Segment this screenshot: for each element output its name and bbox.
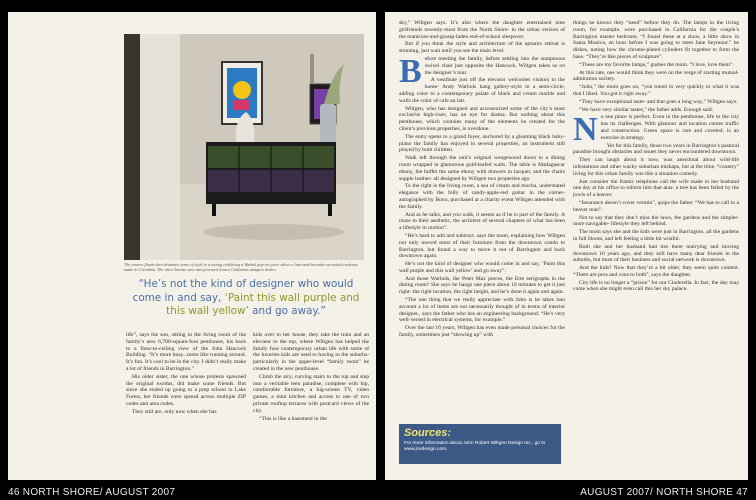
left-column-b [253,332,369,478]
paragraph: They still are, only now when she has [132,408,217,415]
drop-cap-n: N [573,111,598,149]
paragraph: “He’s hard to add and subtract. says the mom, explaining how Wiltgen not only moved most of their furniture from the downtown condo to Barrington, but found a way to move it out of Barrington and back downtown again. [399,232,565,260]
paragraph: Just consider the frantic telephone call the wife made to her husband one day at his office to inform him that-alas- a tree has been felled by the jowls of a beaver. [573,178,739,199]
paragraph: life”, says the son, sitting in the living room of the family’s new 6,700-square-foot penthouse, his back to a floor-to-ceiling view of the John Hancock Building. “It’s more busy...more like running around. It’s fun. It’s cool to be in the city. I didn’t really make a lot of friends in Barrington.” [126,332,246,372]
paragraph: The entry opens to a grand foyer, anchored by a gleaming black baby-piano the family has enjoyed in several properties, an instrument still played by both children. [399,133,565,154]
sources-text: For more information about John Robert Wiltgen Design Inc., go to www.jrwdesign.com. [404,441,546,452]
paragraph: At this rate, one would think they were on the verge of starting mutual-admiration society. [573,69,739,83]
paragraph: things he knows they “need” before they do. The lamps in the living room, for example, were purchased in California for the couple’s Barrington master bedroom. “I found these at a show, a little show in Santa Monica, an hour before I was going to meet Jane Seymour.” he dishes, noting how the chrome-plated cylinders fit together to form the base. “They’re like pieces of sculpture”. [573,20,739,60]
right-page [385,12,748,480]
drop-cap-b: B [399,52,422,90]
paragraph: To the right is the living room, a sea of cream and mocha, understated elegance with the folly of candy-apple-red guitar in the corner- autographed by Bono, purchased at a charity event Wiltgen attended with the family. [399,183,565,210]
paragraph: kids over to her house, they take the train and an elevator to the top, where Wiltgen has helped the family fuse contemporary urban life with some of the luxuries kids are used to having in the suburbs-particularly in the upper-level “family room” he created in the new penthouse. [253,332,369,372]
paragraph: Climb the airy, curving stairs to the top and step into a veritable teen paradise, complete with hip, comfortable furniture, a big-screen TV, video games, a mini kitchen and access to one of two private rooftop terraces with postcard views of the city. [253,373,369,414]
paragraph: “We have very similar tastes,” the father adds. Enough said. [579,106,714,113]
paragraph: “Insurance doesn’t cover vermin”, quips the father. “We has to call in a beaver man”. [573,199,739,213]
paragraph: And as he talks, and you walk, it seems as if he is part of the family. A muse to their aesthetic, the architect of several chapters of what has been a lifestyle in motion”. [399,211,565,232]
right-column-a [399,20,565,420]
paragraph: He’s not the kind of designer who would come in and say, ‘Paint this wall purple and this wall yellow’ and go away”. [399,261,565,274]
drop-cap-paragraph [399,52,565,90]
paragraph: “They have exceptional taste- and that goes a long way,” Wiltgen says. [579,98,738,105]
paragraph: The mom says she and the kids were just in Barrington, all the gardens in full bloom, and left feeling a little bit wistful. [573,229,739,242]
left-column-a [126,332,246,478]
pull-quote [126,278,366,319]
paragraph: Yet for this family, those two years in Barrington’s pastoral paradise brought obstacles and issues they never encountered downtown. [573,142,739,156]
sources-box [399,424,561,464]
paragraph: “John,” the mom goes on, “you tuned in very quickly to what it was that I liked. You got it right away.” [573,84,739,97]
paragraph-text: o one place is perfect. Even in the penthouse, life in the city has its challenges. With glamour and location comes traffic and construction. Green space is rare and coveted; is an exercise in strategy. [600,114,739,141]
folio-right: AUGUST 2007/ NORTH SHORE 47 [580,487,748,498]
paragraph: And those Warhols, the Peter Max pieces, the Erte serigraphs in the dining room? She says he hangs one piece about 10 minutes to get it just right- the right location, the right height, and he’s done it again and again. [399,275,565,296]
paragraph: Wiltgen, who has designed and accessorized some of the city’s most exclusive high-rises, has an eye for drama. But nothing about this penthouse, which contains many of the elements he created for the client’s previous properties, is overdone. [399,105,565,132]
paragraph: “The one thing that we really appreciate with John is he takes into account a lot of items are not necessarily thought of in terms of interior designer., says the father who has an engineering background. “He’s very well-versed in electrical systems, for example.” [399,297,565,324]
paragraph: sky,” Wiltgen says. It’s also where the daughter entertained nine girlfriends recently-most from the North Shore- in the urban version of the manicure-and-gossip-laden end-of-school sleepover. [399,20,565,40]
interior-photo [124,34,364,260]
paragraph: Walk left through the unit’s original wengewood doors to a dining room wrapped in glamorous gold-leafed walls. The table is Madagascar ebony, the buffet the same ebony with drawers in lacquer, and the chairs supple leather- all designed by Wiltgen two properties ago. [399,155,565,182]
interior-photo-illustration [124,34,364,260]
paragraph: Both she and her husband had ties there marrying and moving downtown 16 years ago, and they still have many dear friends in the suburbs, but most of their business and social network is downtown. [573,243,739,264]
pull-quote-part-c: and go away.” [248,305,326,317]
sources-title: Sources: [404,427,452,439]
paragraph: “This is like a basement in the [259,415,327,422]
paragraph: And the kids? Now that they’re a bit older, they seem quite content. “There are pros and cons to both”, says the daughter. [573,265,739,278]
paragraph: His older sister, the one whose protests spawned the original exodus, did make some friends. But since she ended up going to a prep school in Lake Forest, her friends were spread across multiple ZIP codes and area codes. [126,373,246,407]
paragraph: But if you think the style and architecture of the upstairs retreat is stunning, just wait until you see the main level. [399,41,565,55]
left-page [8,12,376,480]
pull-quote-part-a: “He’s not the kind of designer who would come in and say, [132,278,354,304]
paragraph: Over the last 16 years, Wiltgen has even made personal choices for the family, sometimes just “showing up” with [399,325,565,339]
folio-left: 46 NORTH SHORE/ AUGUST 2007 [8,487,176,498]
paragraph: City life is no longer a “prison” for our Cinderella. In fact, the day may come when she might even call this her sky palace. [573,279,739,293]
paragraph: A vestibule just off the elevator welcomes visitors to the home- Andy Warhols hang gallery-style in a semi-circle, adding color to a contemporary palate of black and cream marble and walls the color of cafe au lait. [399,77,565,104]
photo-caption: The owners flaunt their dramatic sense of style in a setting exhibiting a Warhol pop art piece above a lime-and-lavender-accented credenza made in Colombia. The white-bronze vase was procured from a California antiques dealer. [124,262,358,272]
paragraph: “These are my favorite lamps,” gushes the mom. “I love, love them”. [579,61,734,68]
pull-quote-highlight: ‘Paint this wall purple and this wall yellow’ [166,291,360,317]
right-column-b [573,20,739,460]
paragraph: They can laugh about it now, wax anecdotal about wild-life infestations and other wacky suburban mishaps, but at the time, “country” living for this urban family was like a situation comedy. [573,157,739,177]
paragraph-text: efore meeting the family, before settling into the sumptuous swivel chair just opposite the Hancock, Wiltgen takes us on the designer’s tour. [424,55,565,76]
paragraph: Not to say that they don’t miss the lawn, the gardens and the simpler- more navigable- lifestyle they left behind. [573,214,739,228]
